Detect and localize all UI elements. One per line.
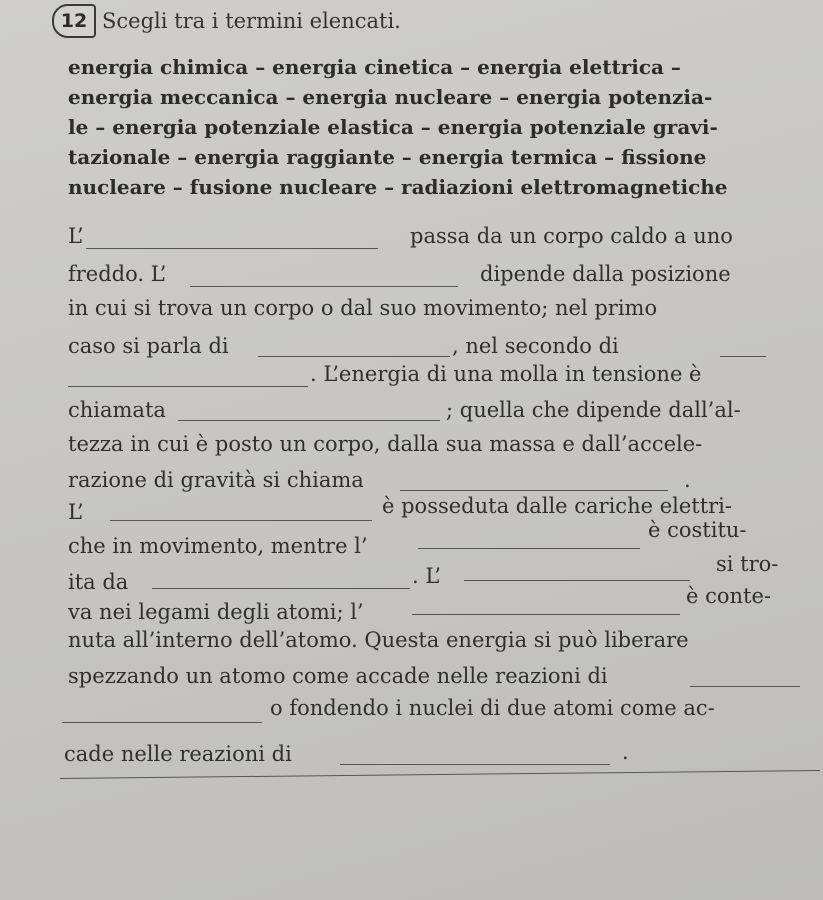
text-fragment: spezzando un atomo come accade nelle reazioni di (68, 664, 608, 688)
exercise-number-badge: 12 (52, 4, 96, 38)
text-fragment: passa da un corpo caldo a uno (410, 224, 733, 248)
blank-10[interactable] (464, 580, 690, 581)
exercise-instruction: Scegli tra i termini elencati. (102, 9, 401, 33)
text-fragment: si tro- (716, 552, 779, 576)
text-fragment: razione di gravità si chiama (68, 468, 364, 492)
text-fragment: che in movimento, mentre l’ (68, 534, 368, 558)
blank-8[interactable] (418, 548, 640, 549)
text-fragment: ; quella che dipende dall’al- (446, 398, 741, 422)
text-fragment: . L’ (412, 564, 441, 588)
blank-3[interactable] (258, 356, 450, 357)
exercise-header (52, 4, 401, 38)
text-fragment: . (622, 740, 629, 764)
text-fragment: L’ (68, 500, 84, 524)
blank-2[interactable] (190, 286, 458, 287)
text-fragment: è conte- (686, 584, 771, 608)
text-fragment: chiamata (68, 398, 166, 422)
terms-line: nucleare – fusione nucleare – radiazioni elettromagnetiche (68, 175, 728, 199)
text-fragment: è posseduta dalle cariche elettri- (382, 494, 732, 518)
terms-line: energia meccanica – energia nucleare – energia potenzia- (68, 85, 713, 109)
section-divider (60, 770, 820, 779)
text-fragment: va nei legami degli atomi; l’ (68, 600, 364, 624)
terms-line: energia chimica – energia cinetica – energia elettrica – (68, 55, 681, 79)
text-fragment: freddo. L’ (68, 262, 167, 286)
blank-12[interactable] (690, 686, 800, 687)
text-fragment: è costitu- (648, 518, 747, 542)
blank-13[interactable] (340, 764, 610, 765)
text-fragment: cade nelle reazioni di (64, 742, 292, 766)
blank-4-continued[interactable] (68, 386, 308, 387)
text-fragment: dipende dalla posizione (480, 262, 731, 286)
text-fragment: . (684, 468, 691, 492)
blank-1[interactable] (86, 248, 378, 249)
text-fragment: . L’energia di una molla in tensione è (310, 362, 702, 386)
terms-list (68, 52, 768, 202)
blank-11[interactable] (412, 614, 680, 615)
blank-4[interactable] (720, 356, 766, 357)
blank-9[interactable] (152, 588, 410, 589)
blank-5[interactable] (178, 420, 440, 421)
text-fragment: L’ (68, 224, 84, 248)
text-fragment: ita da (68, 570, 129, 594)
blank-12-continued[interactable] (62, 722, 262, 723)
text-fragment: , nel secondo di (452, 334, 619, 358)
text-line: in cui si trova un corpo o dal suo movimento; nel primo (68, 296, 658, 320)
terms-line: le – energia potenziale elastica – energia potenziale gravi- (68, 115, 718, 139)
blank-7[interactable] (110, 520, 372, 521)
blank-6[interactable] (400, 490, 668, 491)
text-fragment: o fondendo i nuclei di due atomi come ac- (270, 696, 715, 720)
text-fragment: caso si parla di (68, 334, 229, 358)
text-line: tezza in cui è posto un corpo, dalla sua massa e dall’accele- (68, 432, 703, 456)
text-line: nuta all’interno dell’atomo. Questa energia si può liberare (68, 628, 689, 652)
terms-line: tazionale – energia raggiante – energia termica – fissione (68, 145, 707, 169)
